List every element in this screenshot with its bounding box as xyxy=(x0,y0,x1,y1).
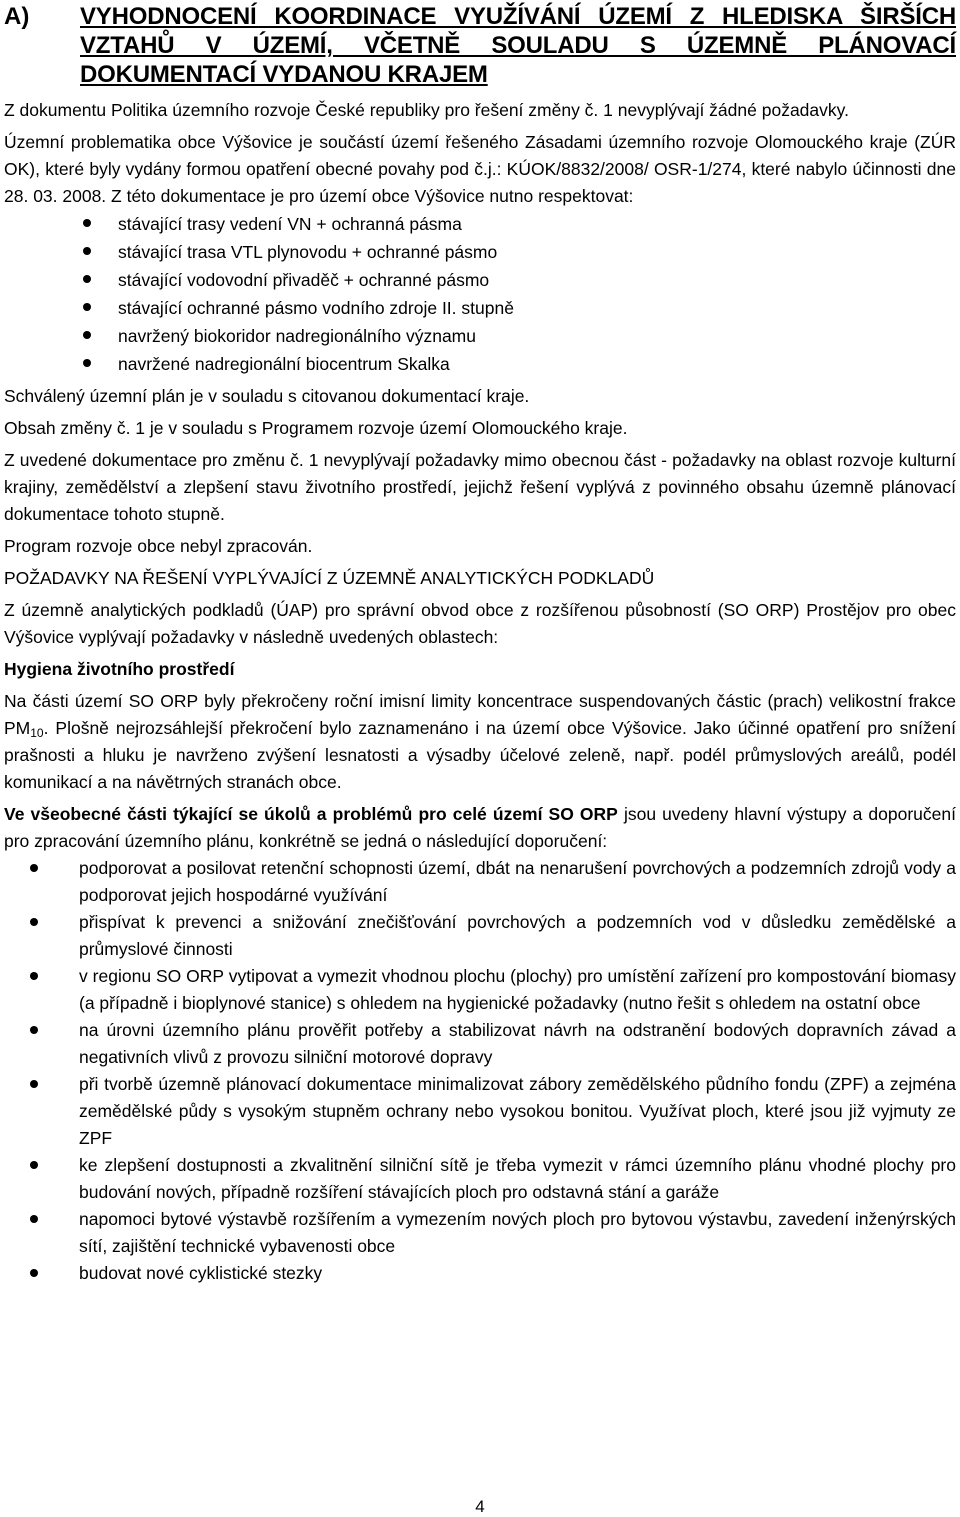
paragraph-uap: Z územně analytických podkladů (ÚAP) pro správní obvod obce z rozšířenou působností (SO ORP) Prostějov pro obec Výšovice vyplývají požadavky v následně uvedených oblastech: xyxy=(4,600,956,647)
bullet-icon xyxy=(30,1161,38,1169)
paragraph-recommendations: Ve všeobecné části týkající se úkolů a problémů pro celé území SO ORP jsou uvedeny hlavní výstupy a doporučení pro zpracování územního plánu, konkrétně se jedná o následující doporučení: xyxy=(4,804,956,851)
bullet-icon xyxy=(30,1080,38,1088)
paragraph-hygiene: Na části území SO ORP byly překročeny roční imisní limity koncentrace suspendovaných částic (prach) velikostní frakce $PM_{10}$. Plošně nejrozsáhlejší překročení bylo zaznamenáno i na území obce Výšovice. Jako účinné opatření pro snížení prašnosti a hluku je navrženo zvýšení lesnatosti a výsadby účelové zeleně, např. podél průmyslových areálů, podél komunikací a na návětrných stranách obce. xyxy=(4,691,956,792)
list-item: stávající trasy vedení VN + ochranná pásma xyxy=(4,210,956,238)
page-number: 4 xyxy=(475,1497,485,1516)
list-item: budovat nové cyklistické stezky xyxy=(4,1260,956,1287)
bullet-icon xyxy=(83,247,91,255)
list-item: na úrovni územního plánu prověřit potřeby a stabilizovat návrh na odstranění bodových dopravních závad a negativních vlivů z provozu silniční motorové dopravy xyxy=(4,1017,956,1071)
list-item: navržený biokoridor nadregionálního významu xyxy=(4,322,956,350)
bullet-icon xyxy=(83,359,91,367)
list-item: v regionu SO ORP vytipovat a vymezit vhodnou plochu (plochy) pro umístění zařízení pro kompostování biomasy (a případně i bioplynové stanice) s ohledem na hygienické požadavky (nutno řešit s ohledem na ostatní obce xyxy=(4,963,956,1017)
list-item: napomoci bytové výstavbě rozšířením a vymezením nových ploch pro bytovou výstavbu, zavedení inženýrských sítí, zajištění technické vybavenosti obce xyxy=(4,1206,956,1260)
bullet-icon xyxy=(30,1269,38,1277)
list-item: podporovat a posilovat retenční schopnosti území, dbát na nenarušení povrchových a podzemních zdrojů vody a podporovat jejich hospodárné využívání xyxy=(4,855,956,909)
paragraph-requirements: Z uvedené dokumentace pro změnu č. 1 nevyplývají požadavky mimo obecnou část - požadavky na oblast rozvoje kulturní krajiny, zemědělství a zlepšení stavu životního prostředí, jejichž řešení vyplývá z povinného obsahu územně plánovací dokumentace tohoto stupně. xyxy=(4,450,956,524)
list-item: navržené nadregionální biocentrum Skalka xyxy=(4,350,956,378)
list-item: stávající trasa VTL plynovodu + ochranné pásmo xyxy=(4,238,956,266)
bullet-icon xyxy=(30,1215,38,1223)
bullet-icon xyxy=(30,1026,38,1034)
bullet-icon xyxy=(83,275,91,283)
paragraph-approved-plan: Schválený územní plán je v souladu s citovanou dokumentací kraje. xyxy=(4,386,530,406)
paragraph-program-municipality: Program rozvoje obce nebyl zpracován. xyxy=(4,536,313,556)
paragraph-program-region: Obsah změny č. 1 je v souladu s Programem rozvoje území Olomouckého kraje. xyxy=(4,418,628,438)
heading-number: A) xyxy=(4,3,30,30)
bullet-icon xyxy=(30,864,38,872)
topic-heading: Hygiena životního prostředí xyxy=(4,659,235,679)
requirements-list xyxy=(4,210,956,378)
section-subheading: POŽADAVKY NA ŘEŠENÍ VYPLÝVAJÍCÍ Z ÚZEMNĚ ANALYTICKÝCH PODKLADŮ xyxy=(4,568,655,588)
list-item: při tvorbě územně plánovací dokumentace minimalizovat zábory zemědělského půdního fondu (ZPF) a zejména zemědělské půdy s vysokým stupněm ochrany nebo vysokou bonitou. Využívat ploch, které jsou již vyjmuty ze ZPF xyxy=(4,1071,956,1152)
list-item: ke zlepšení dostupnosti a zkvalitnění silniční sítě je třeba vymezit v rámci územního plánu vhodné plochy pro budování nových, případně rozšíření stávajících ploch pro odstavná stání a garáže xyxy=(4,1152,956,1206)
bullet-icon xyxy=(83,303,91,311)
recommendations-list xyxy=(4,855,956,1287)
section-heading xyxy=(4,2,956,89)
paragraph-zur: Územní problematika obce Výšovice je součástí území řešeného Zásadami územního rozvoje Olomouckého kraje (ZÚR OK), které byly vydány formou opatření obecné povahy pod č.j.: KÚOK/8832/2008/ OSR-1/274, které nabylo účinnosti dne 28. 03. 2008. Z této dokumentace je pro území obce Výšovice nutno respektovat: xyxy=(4,132,956,206)
bullet-icon xyxy=(83,219,91,227)
bullet-icon xyxy=(30,918,38,926)
heading-title: VYHODNOCENÍ KOORDINACE VYUŽÍVÁNÍ ÚZEMÍ Z HLEDISKA ŠIRŠÍCH VZTAHŮ V ÚZEMÍ, VČETNĚ SOULADU S ÚZEMNĚ PLÁNOVACÍ DOKUMENTACÍ VYDANOU KRAJEM xyxy=(80,3,956,88)
list-item: přispívat k prevenci a snižování znečišťování povrchových a podzemních vod v důsledku zemědělské a průmyslové činnosti xyxy=(4,909,956,963)
list-item: stávající vodovodní přivaděč + ochranné pásmo xyxy=(4,266,956,294)
bullet-icon xyxy=(30,972,38,980)
bullet-icon xyxy=(83,331,91,339)
document-page xyxy=(4,2,956,1292)
list-item: stávající ochranné pásmo vodního zdroje II. stupně xyxy=(4,294,956,322)
paragraph-pur: Z dokumentu Politika územního rozvoje České republiky pro řešení změny č. 1 nevyplývají žádné požadavky. xyxy=(4,100,849,120)
